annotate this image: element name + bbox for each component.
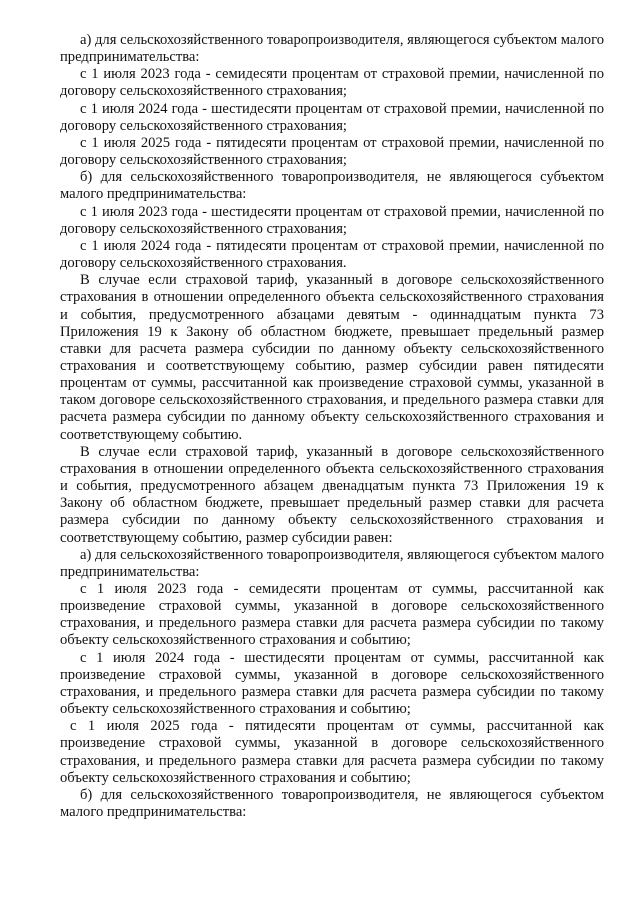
- rate-2023-70-percent: с 1 июля 2023 года - семидесяти процентам от страховой премии, начисленной по договору сельскохозяйственного страхования;: [60, 66, 604, 100]
- sum-rate-2024-60-percent: с 1 июля 2024 года - шестидесяти процентам от суммы, рассчитанной как произведение страховой суммы, указанной в договоре сельскохозяйственного страхования, и предельного размера ставки для расчета размера субсидии по такому объекту сельскохозяйственного страхования и событию;: [60, 649, 604, 718]
- sum-rate-2023-70-percent: с 1 июля 2023 года - семидесяти процентам от суммы, рассчитанной как произведение страховой суммы, указанной в договоре сельскохозяйственного страхования, и предельного размера ставки для расчета размера субсидии по такому объекту сельскохозяйственного страхования и событию;: [60, 581, 604, 649]
- rate-2024-50-percent: с 1 июля 2024 года - пятидесяти процентам от страховой премии, начисленной по договору сельскохозяйственного страхования.: [60, 237, 604, 272]
- subsection-a-small-business: а) для сельскохозяйственного товаропроизводителя, являющегося субъектом малого предпринимательства:: [60, 32, 604, 66]
- tariff-exceeds-paragraph-2: В случае если страховой тариф, указанный в договоре сельскохозяйственного страхования в отношении определенного объекта сельскохозяйственного страхования и события, предусмотренного абзацем двенадцатым пункта 73 Приложения 19 к Закону об областном бюджете, превышает предельный размер ставки для расчета размера субсидии по данному объекту сельскохозяйственного страхования и соответствующему событию, размер субсидии равен:: [60, 443, 604, 546]
- document-page: [60, 32, 604, 821]
- rate-2025-50-percent: с 1 июля 2025 года - пятидесяти процентам от страховой премии, начисленной по договору сельскохозяйственного страхования;: [60, 134, 604, 169]
- rate-2023-60-percent: с 1 июля 2023 года - шестидесяти процентам от страховой премии, начисленной по договору сельскохозяйственного страхования;: [60, 203, 604, 237]
- rate-2024-60-percent: с 1 июля 2024 года - шестидесяти процентам от страховой премии, начисленной по договору сельскохозяйственного страхования;: [60, 100, 604, 134]
- subsection-b-non-small-business-2: б) для сельскохозяйственного товаропроизводителя, не являющегося субъектом малого предпринимательства:: [60, 786, 604, 821]
- subsection-a-small-business-2: а) для сельскохозяйственного товаропроизводителя, являющегося субъектом малого предпринимательства:: [60, 546, 604, 580]
- subsection-b-non-small-business: б) для сельскохозяйственного товаропроизводителя, не являющегося субъектом малого предпринимательства:: [60, 169, 604, 203]
- sum-rate-2025-50-percent: с 1 июля 2025 года - пятидесяти процентам от суммы, рассчитанной как произведение страховой суммы, указанной в договоре сельскохозяйственного страхования, и предельного размера ставки для расчета размера субсидии по такому объекту сельскохозяйственного страхования и событию;: [60, 718, 604, 786]
- tariff-exceeds-paragraph-1: В случае если страховой тариф, указанный в договоре сельскохозяйственного страхования в отношении определенного объекта сельскохозяйственного страхования и события, предусмотренного абзацами девятым - одиннадцатым пункта 73 Приложения 19 к Закону об областном бюджете, превышает предельный размер ставки для расчета размера субсидии по данному объекту сельскохозяйственного страхования и соответствующему событию, размер субсидии равен пятидесяти процентам от суммы, рассчитанной как произведение страховой суммы, указанной в таком договоре сельскохозяйственного страхования, и предельного размера ставки для расчета размера субсидии по данному объекту сельскохозяйственного страхования и соответствующему событию.: [60, 272, 604, 443]
